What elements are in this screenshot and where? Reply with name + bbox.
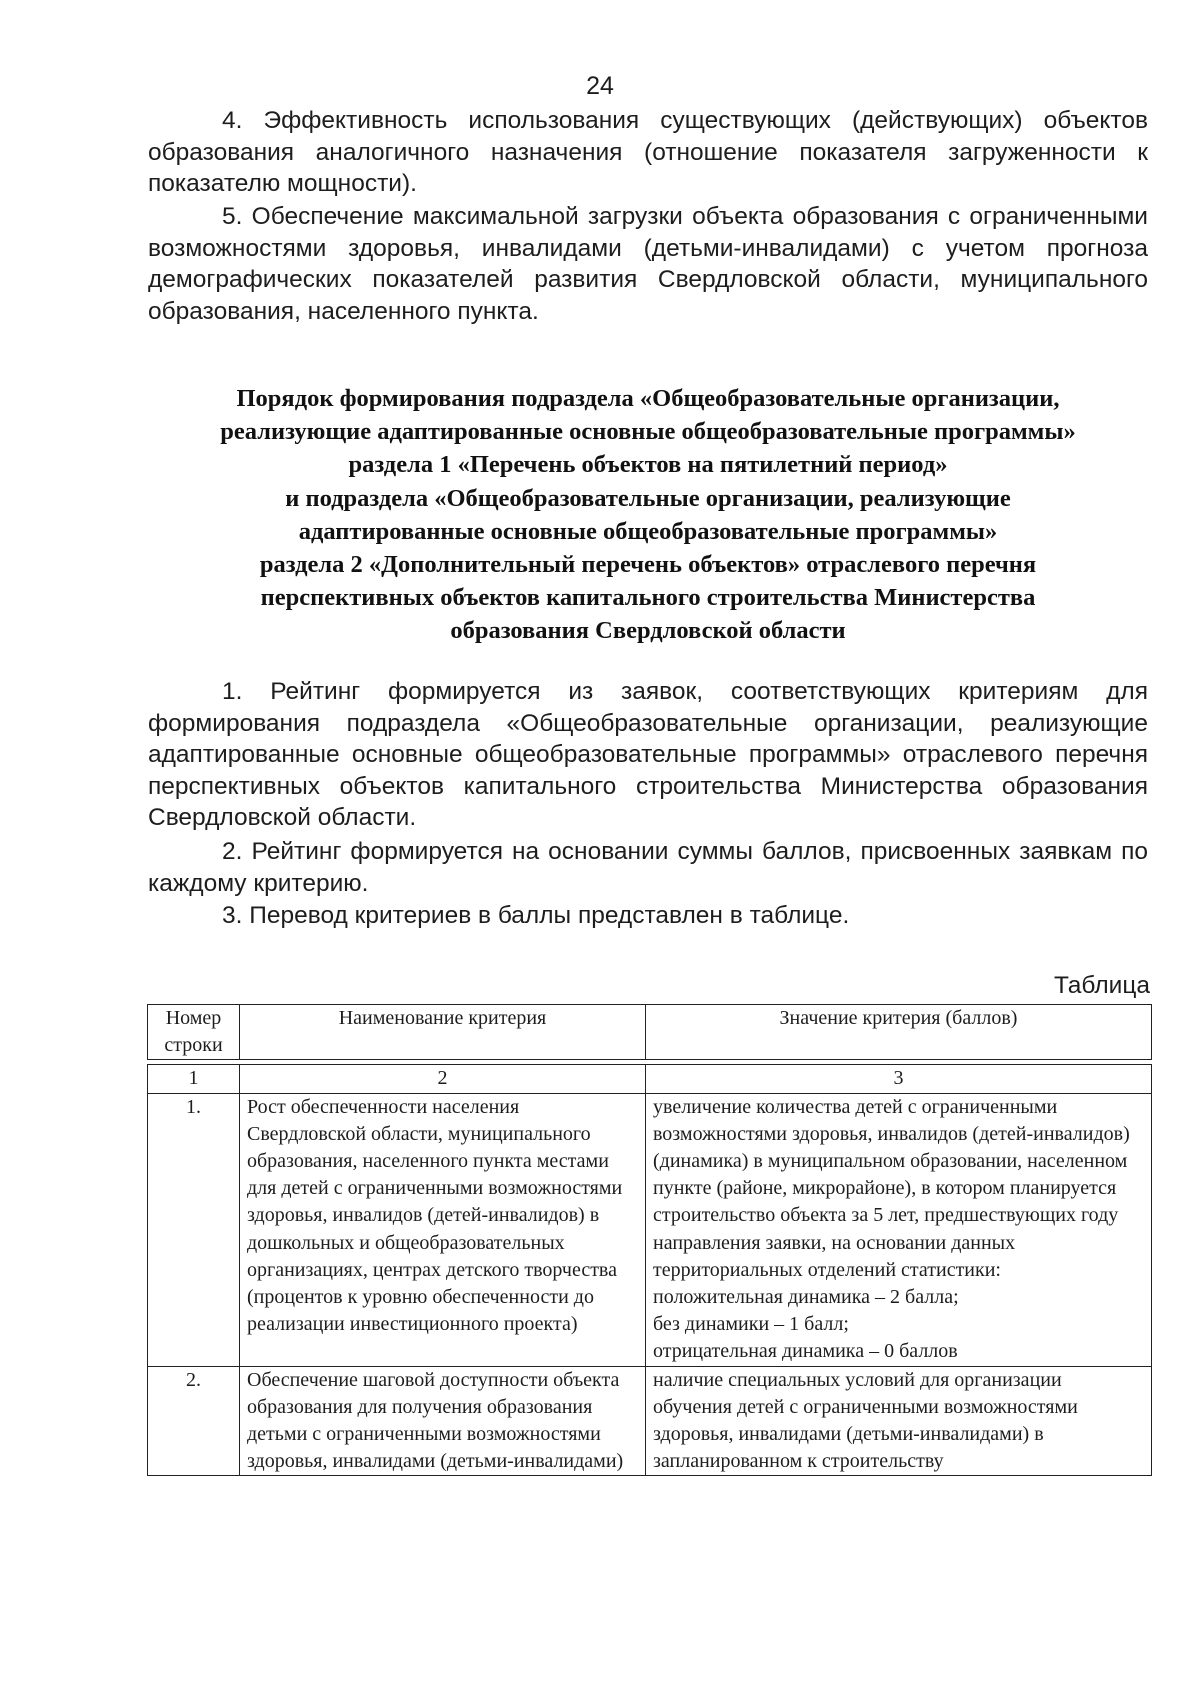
paragraph-rule-2: 2. Рейтинг формируется на основании суммы баллов, присвоенных заявкам по каждому критерию. [148, 838, 1148, 897]
table-caption: Таблица [1053, 972, 1150, 999]
paragraph-criterion-4: 4. Эффективность использования существующих (действующих) объектов образования аналогичного назначения (отношение показателя загруженности к показателю мощности). [148, 107, 1148, 197]
heading-line: раздела 2 «Дополнительный перечень объектов» отраслевого перечня [259, 551, 1037, 579]
score-line: положительная динамика – 2 балла; [653, 1286, 959, 1309]
column-number: 2 [240, 1065, 646, 1093]
column-number: 1 [148, 1065, 240, 1093]
paragraph-rule-3: 3. Перевод критериев в баллы представлен в таблице. [222, 902, 850, 929]
heading-line: адаптированные основные общеобразовательные программы» [298, 517, 998, 545]
paragraph-rule-1: 1. Рейтинг формируется из заявок, соответствующих критериям для формирования подраздела «Общеобразовательные организации, реализующие адаптированные основные общеобразовательные программы» отраслевого перечня перспективных объектов капитального строительства Министерства образования Свердловской области. [148, 678, 1148, 831]
heading-line: раздела 1 «Перечень объектов на пятилетний период» [348, 451, 948, 479]
heading-line: образования Свердловской области [450, 617, 846, 645]
score-line: без динамики – 1 балл; [653, 1313, 849, 1336]
criterion-name: Рост обеспеченности населения Свердловской области, муниципального образования, населенного пункта местами для детей с ограниченными возможностями здоровья, инвалидов (детей-инвалидов) в дошкольных и общеобразовательных организациях, центрах детского творчества (процентов к уровню обеспеченности до реализации инвестиционного проекта) [240, 1093, 646, 1366]
heading-line: и подраздела «Общеобразовательные организации, реализующие [285, 484, 1011, 512]
criterion-value [646, 1093, 1152, 1366]
criterion-value [646, 1366, 1152, 1476]
header-criterion-name: Наименование критерия [240, 1005, 646, 1060]
section-heading [148, 382, 1148, 648]
column-number: 3 [646, 1065, 1152, 1093]
table-header-row [148, 1005, 1152, 1060]
paragraph-criterion-5: 5. Обеспечение максимальной загрузки объекта образования с ограниченными возможностями здоровья, инвалидами (детьми-инвалидами) с учетом прогноза демографических показателей развития Свердловской области, муниципального образования, населенного пункта. [148, 203, 1148, 325]
table-row [148, 1366, 1152, 1476]
heading-line: реализующие адаптированные основные общеобразовательные программы» [220, 418, 1076, 446]
header-row-number: Номер строки [148, 1005, 240, 1060]
criteria-table [147, 1004, 1152, 1476]
row-number: 1. [148, 1093, 240, 1366]
heading-line: Порядок формирования подраздела «Общеобразовательные организации, [236, 385, 1060, 412]
criterion-value-text: увеличение количества детей с ограниченными возможностями здоровья, инвалидов (детей-инвалидов) (динамика) в муниципальном образовании, населенном пункте (районе, микрорайоне), в котором планируется строительство объекта за 5 лет, предшествующих году направления заявки, на основании данных территориальных отделений статистики: [653, 1095, 1130, 1281]
row-number: 2. [148, 1366, 240, 1476]
criterion-value-text: наличие специальных условий для организации обучения детей с ограниченными возможностями здоровья, инвалидами (детьми-инвалидами) в запланированном к строительству [653, 1368, 1078, 1473]
criterion-name: Обеспечение шаговой доступности объекта образования для получения образования детьми с ограниченными возможностями здоровья, инвалидами (детьми-инвалидами) [240, 1366, 646, 1476]
table-column-numbers-row [148, 1065, 1152, 1093]
page-number: 24 [586, 72, 614, 100]
header-criterion-value: Значение критерия (баллов) [646, 1005, 1152, 1060]
score-line: отрицательная динамика – 0 баллов [653, 1340, 958, 1363]
table-row [148, 1093, 1152, 1366]
heading-line: перспективных объектов капитального строительства Министерства [260, 584, 1036, 612]
